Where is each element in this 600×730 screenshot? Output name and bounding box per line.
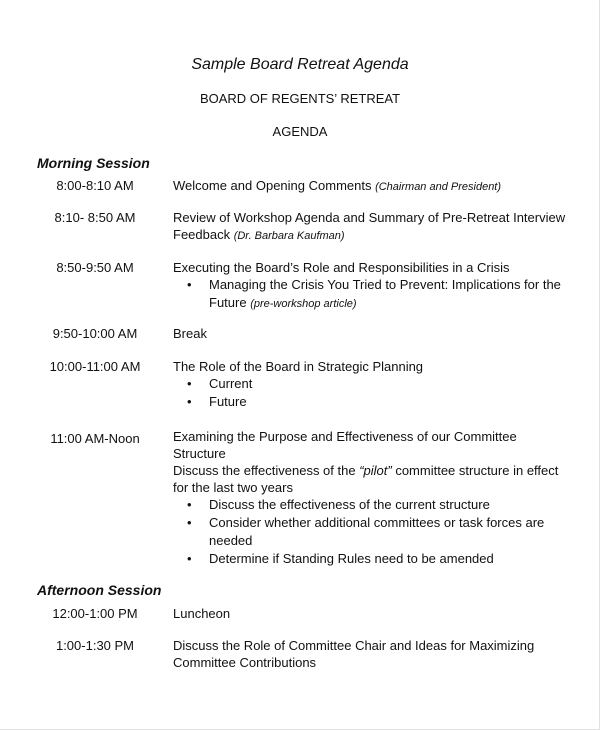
agenda-time: 10:00-11:00 AM xyxy=(49,359,141,374)
bullet-list xyxy=(173,375,573,411)
bullet-note: (pre-workshop article) xyxy=(250,298,357,310)
agenda-item xyxy=(173,358,573,411)
bullet-icon: • xyxy=(187,376,192,391)
bullet-item xyxy=(173,514,573,550)
agenda-time: 8:00-8:10 AM xyxy=(56,178,134,193)
bullet-item xyxy=(173,393,573,411)
agenda-item xyxy=(173,177,573,196)
agenda-time: 11:00 AM-Noon xyxy=(50,431,140,446)
agenda-time: 12:00-1:00 PM xyxy=(52,606,138,621)
agenda-heading: AGENDA xyxy=(272,124,328,139)
agenda-item-text: The Role of the Board in Strategic Planning xyxy=(173,359,424,374)
agenda-time: 9:50-10:00 AM xyxy=(52,326,138,341)
agenda-item xyxy=(173,325,573,342)
bullet-text: Managing the Crisis You Tried to Prevent: Implications for the Future xyxy=(209,277,561,310)
bullet-list xyxy=(173,496,573,568)
agenda-item-text: Welcome and Opening Comments xyxy=(173,178,376,193)
agenda-time: 8:50-9:50 AM xyxy=(56,260,134,275)
agenda-item-text: Break xyxy=(173,326,207,341)
bullet-icon: • xyxy=(187,277,192,292)
detail-text: Discuss the effectiveness of the xyxy=(173,463,360,478)
bullet-text: Consider whether additional committees or task forces are needed xyxy=(209,515,545,548)
agenda-item-detail xyxy=(173,462,573,496)
bullet-icon: • xyxy=(187,497,192,512)
document-title: Sample Board Retreat Agenda xyxy=(191,56,409,73)
document-subtitle: BOARD OF REGENTS’ RETREAT xyxy=(199,91,401,106)
agenda-item xyxy=(173,605,573,622)
bullet-icon: • xyxy=(187,394,192,409)
bullet-icon: • xyxy=(187,551,192,566)
agenda-item-text: Luncheon xyxy=(173,606,231,621)
agenda-time: 8:10- 8:50 AM xyxy=(54,210,136,225)
agenda-item-text: Discuss the Role of Committee Chair and Ideas for Maximizing Committee Contributions xyxy=(173,638,535,670)
morning-session-heading: Morning Session xyxy=(37,155,150,171)
agenda-time: 1:00-1:30 PM xyxy=(55,638,135,653)
bullet-item xyxy=(173,276,573,313)
bullet-text: Discuss the effectiveness of the current structure xyxy=(209,497,490,512)
agenda-item-text: Review of Workshop Agenda and Summary of Pre-Retreat Interview Feedback xyxy=(173,210,566,242)
bullet-text: Future xyxy=(209,394,247,409)
bullet-icon: • xyxy=(187,515,192,530)
agenda-item-text: Executing the Board’s Role and Responsibilities in a Crisis xyxy=(173,260,510,275)
agenda-item xyxy=(173,637,573,671)
agenda-item-text: Examining the Purpose and Effectiveness of our Committee Structure xyxy=(173,429,517,461)
afternoon-session-heading: Afternoon Session xyxy=(37,582,162,598)
bullet-item xyxy=(173,550,573,568)
detail-text: committee structure in effect for the last two years xyxy=(173,463,559,495)
agenda-item xyxy=(173,428,573,568)
agenda-item-note: (Dr. Barbara Kaufman) xyxy=(233,230,345,242)
agenda-item xyxy=(173,209,573,245)
agenda-item-note: (Chairman and President) xyxy=(375,181,502,193)
bullet-item xyxy=(173,496,573,514)
bullet-text: Current xyxy=(209,376,253,391)
bullet-text: Determine if Standing Rules need to be amended xyxy=(209,551,494,566)
bullet-list xyxy=(173,276,573,313)
bullet-item xyxy=(173,375,573,393)
agenda-item xyxy=(173,259,573,313)
detail-italic: “pilot” xyxy=(359,463,392,478)
